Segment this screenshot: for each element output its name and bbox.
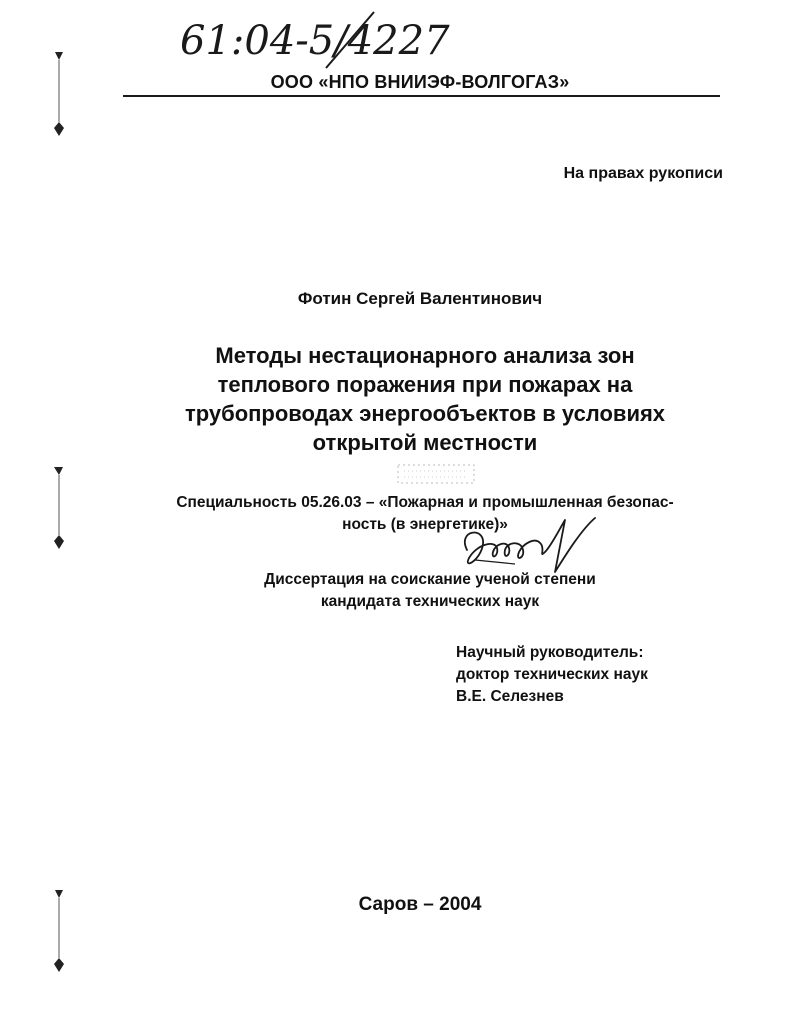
archive-code-text: 61:04-5/4227 (180, 18, 450, 64)
degree-line: кандидата технических наук (320, 593, 540, 610)
binding-mark-middle (49, 463, 69, 553)
title-line: открытой местности (312, 430, 538, 455)
handwritten-archive-code (176, 6, 476, 76)
dissertation-title (100, 341, 750, 457)
title-line: Методы нестационарного анализа зон (215, 343, 635, 368)
scientific-advisor (456, 642, 648, 708)
author-name: Фотин Сергей Валентинович (297, 289, 543, 308)
advisor-line: доктор технических наук (456, 666, 648, 683)
specialty (100, 492, 750, 536)
specialty-line: Специальность 05.26.03 – «Пожарная и промышленная безопас- (176, 494, 674, 511)
city-year: Саров – 2004 (358, 894, 482, 915)
degree-statement (170, 569, 690, 613)
advisor-line: В.Е. Селезнев (456, 688, 564, 705)
header-rule (123, 95, 720, 97)
stamp-smudge (396, 463, 476, 485)
title-line: трубопроводах энергообъектов в условиях (184, 401, 666, 426)
title-line: теплового поражения при пожарах на (217, 372, 633, 397)
specialty-line: ность (в энергетике)» (342, 516, 508, 533)
advisor-line: Научный руководитель: (456, 644, 644, 661)
manuscript-rights-label: На правах рукописи (563, 165, 723, 182)
degree-line: Диссертация на соискание ученой степени (264, 571, 596, 588)
organization-name: ООО «НПО ВНИИЭФ-ВОЛГОГАЗ» (270, 72, 570, 92)
binding-mark-top (49, 50, 69, 140)
